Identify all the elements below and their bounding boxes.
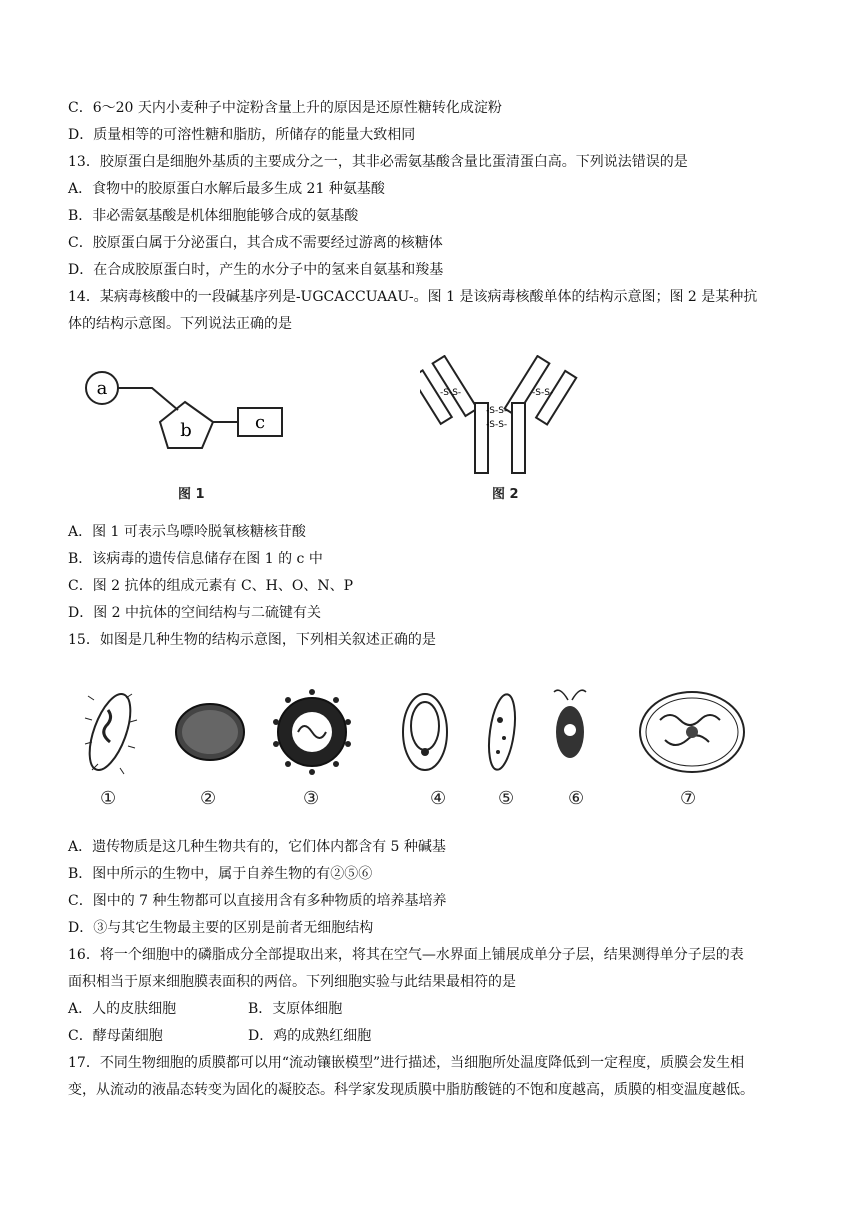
figure-2-caption: 图 2	[492, 487, 519, 502]
q16-options-row2	[68, 1027, 820, 1045]
organisms-diagram	[80, 680, 760, 785]
q12-option-c: C．6～20 天内小麦种子中淀粉含量上升的原因是还原性糖转化成淀粉	[68, 100, 502, 116]
figure-2-antibody-diagram	[420, 355, 590, 480]
q14-stem-line2: 体的结构示意图。下列说法正确的是	[68, 316, 292, 332]
q14-stem-line1: 14．某病毒核酸中的一段碱基序列是-UGCACCUAAU-。图 1 是该病毒核酸单体的结构示意图；图 2 是某种抗	[68, 289, 758, 305]
q15-option-a: A．遗传物质是这几种生物共有的，它们体内都含有 5 种碱基	[68, 839, 446, 855]
fig1-label-b: b	[180, 420, 192, 441]
organism-label-5: ⑤	[498, 788, 515, 809]
organism-label-1: ①	[100, 788, 117, 809]
q16-stem-line2: 面积相当于原来细胞膜表面积的两倍。下列细胞实验与此结果最相符的是	[68, 974, 516, 990]
organism-2-algae	[176, 704, 244, 760]
q17-stem-line1: 17．不同生物细胞的质膜都可以用“流动镶嵌模型”进行描述，当细胞所处温度降低到一定程度，质膜会发生相	[68, 1055, 745, 1071]
organism-label-3: ③	[303, 788, 320, 809]
q14-option-c: C．图 2 抗体的组成元素有 C、H、O、N、P	[68, 578, 354, 594]
organism-label-4: ④	[430, 788, 447, 809]
q14-option-b: B．该病毒的遗传信息储存在图 1 的 c 中	[68, 551, 323, 567]
organism-label-2: ②	[200, 788, 217, 809]
q16-option-c: C．酵母菌细胞	[68, 1028, 163, 1044]
fig2-disulfide-hinge-2: -S-S-	[486, 420, 508, 430]
fig1-label-c: c	[254, 412, 266, 433]
organism-5-protozoan	[485, 693, 519, 772]
organism-7-plant-cell	[640, 692, 744, 772]
q16-option-a: A．人的皮肤细胞	[68, 1001, 177, 1017]
q15-option-d: D．③与其它生物最主要的区别是前者无细胞结构	[68, 920, 374, 936]
organism-label-6: ⑥	[568, 788, 585, 809]
q13-option-b: B．非必需氨基酸是机体细胞能够合成的氨基酸	[68, 208, 359, 224]
q15-stem: 15．如图是几种生物的结构示意图，下列相关叙述正确的是	[68, 632, 436, 648]
fig1-label-a: a	[96, 378, 108, 399]
figure-1-caption: 图 1	[178, 487, 205, 502]
q12-option-d: D．质量相等的可溶性糖和脂肪，所储存的能量大致相同	[68, 127, 416, 143]
figure-1-nucleotide-diagram	[80, 360, 300, 460]
fig2-disulfide-hinge-1: -S-S-	[486, 406, 508, 416]
organism-1-bacterium	[81, 689, 138, 775]
q13-option-c: C．胶原蛋白属于分泌蛋白，其合成不需要经过游离的核糖体	[68, 235, 443, 251]
organism-label-7: ⑦	[680, 788, 697, 809]
q16-option-d: D．鸡的成熟红细胞	[248, 1028, 372, 1044]
q13-option-a: A．食物中的胶原蛋白水解后最多生成 21 种氨基酸	[68, 181, 385, 197]
organism-6-flagellate	[554, 690, 586, 758]
fig2-disulfide-left: -S-S-	[440, 388, 462, 398]
fig2-disulfide-right: -S-S-	[532, 388, 554, 398]
q17-stem-line2: 变，从流动的液晶态转变为固化的凝胶态。科学家发现质膜中脂肪酸链的不饱和度越高，质膜的相变温度越低。	[68, 1082, 754, 1098]
organism-4-cell	[403, 694, 447, 770]
q16-option-b: B．支原体细胞	[248, 1001, 343, 1017]
q16-options-row1	[68, 1000, 820, 1018]
q14-option-d: D．图 2 中抗体的空间结构与二硫键有关	[68, 605, 322, 621]
q13-stem: 13．胶原蛋白是细胞外基质的主要成分之一，其非必需氨基酸含量比蛋清蛋白高。下列说法错误的是	[68, 154, 688, 170]
q15-option-b: B．图中所示的生物中，属于自养生物的有②⑤⑥	[68, 866, 373, 882]
q15-option-c: C．图中的 7 种生物都可以直接用含有多种物质的培养基培养	[68, 893, 447, 909]
q14-option-a: A．图 1 可表示鸟嘌呤脱氧核糖核苷酸	[68, 524, 306, 540]
q13-option-d: D．在合成胶原蛋白时，产生的水分子中的氢来自氨基和羧基	[68, 262, 444, 278]
q16-stem-line1: 16．将一个细胞中的磷脂成分全部提取出来，将其在空气—水界面上铺展成单分子层，结果测得单分子层的表	[68, 947, 744, 963]
organism-3-virus	[273, 689, 351, 775]
